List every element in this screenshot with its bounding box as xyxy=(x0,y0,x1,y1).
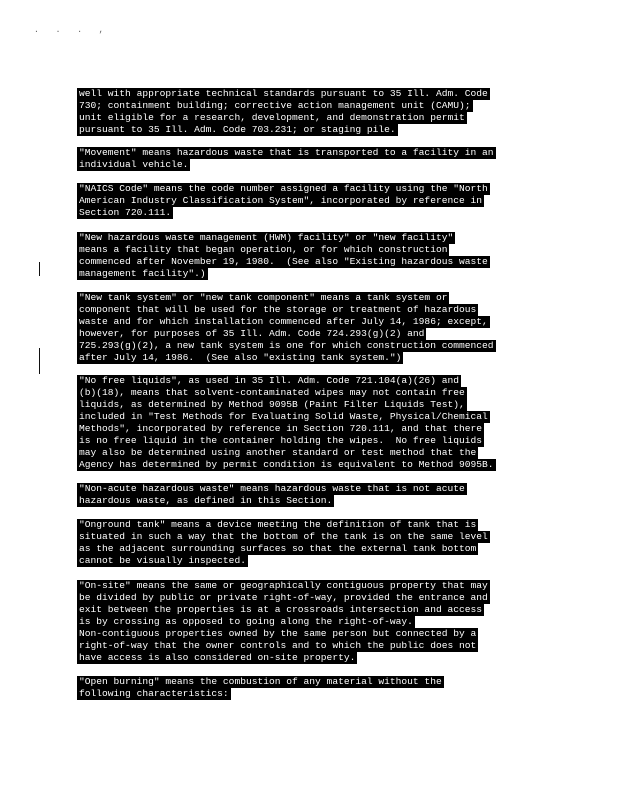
paragraph-line: "Onground tank" means a device meeting the definition of tank that is xyxy=(79,519,477,530)
paragraph-line: Non-contiguous properties owned by the same person but connected by a xyxy=(79,628,477,639)
paragraph-line: following characteristics: xyxy=(79,688,229,699)
paragraph-line: as the adjacent surrounding surfaces so that the external tank bottom xyxy=(79,543,477,554)
paragraph-line: "New tank system" or "new tank component" means a tank system or xyxy=(79,292,448,303)
paragraph-line: Section 720.111. xyxy=(79,207,172,218)
definition-paragraph xyxy=(77,88,541,136)
paragraph-line: "On-site" means the same or geographically contiguous property that may xyxy=(79,580,488,591)
paragraph-line: waste and for which installation commenced after July 14, 1986; except, xyxy=(79,316,488,327)
paragraph-line: after July 14, 1986. (See also "existing tank system.") xyxy=(79,352,402,363)
definition-paragraph xyxy=(77,483,541,507)
paragraph-line: cannot be visually inspected. xyxy=(79,555,246,566)
paragraph-line: individual vehicle. xyxy=(79,159,189,170)
scan-artifact-dots: . . . , xyxy=(34,26,110,35)
paragraph-line: management facility".) xyxy=(79,268,206,279)
paragraph-line: hazardous waste, as defined in this Section. xyxy=(79,495,333,506)
definition-paragraph xyxy=(77,292,541,364)
paragraph-line: situated in such a way that the bottom of the tank is on the same level xyxy=(79,531,488,542)
revision-margin-bar xyxy=(39,262,40,276)
paragraph-line: "NAICS Code" means the code number assigned a facility using the "North xyxy=(79,183,488,194)
definition-paragraph xyxy=(77,232,541,280)
paragraph-line: Agency has determined by permit condition is equivalent to Method 9095B. xyxy=(79,459,494,470)
paragraph-line: have access is also considered on-site property. xyxy=(79,652,356,663)
paragraph-line: "New hazardous waste management (HWM) facility" or "new facility" xyxy=(79,232,454,243)
paragraph-line: unit eligible for a research, development, and demonstration permit xyxy=(79,112,465,123)
paragraph-line: "No free liquids", as used in 35 Ill. Adm. Code 721.104(a)(26) and xyxy=(79,375,459,386)
paragraph-line: well with appropriate technical standards pursuant to 35 Ill. Adm. Code xyxy=(79,88,488,99)
paragraph-line: American Industry Classification System", incorporated by reference in xyxy=(79,195,483,206)
paragraph-line: however, for purposes of 35 Ill. Adm. Code 724.293(g)(2) and xyxy=(79,328,425,339)
paragraph-line: component that will be used for the storage or treatment of hazardous xyxy=(79,304,477,315)
paragraph-line: commenced after November 19, 1980. (See also "Existing hazardous waste xyxy=(79,256,488,267)
paragraph-line: "Movement" means hazardous waste that is transported to a facility in an xyxy=(79,147,494,158)
revision-margin-bar xyxy=(39,348,40,374)
paragraph-line: 725.293(g)(2), a new tank system is one for which construction commenced xyxy=(79,340,494,351)
definition-paragraph xyxy=(77,147,541,171)
paragraph-line: liquids, as determined by Method 9095B (Paint Filter Liquids Test), xyxy=(79,399,465,410)
paragraph-line: may also be determined using another standard or test method that the xyxy=(79,447,477,458)
paragraph-line: included in "Test Methods for Evaluating Solid Waste, Physical/Chemical xyxy=(79,411,488,422)
paragraph-line: is by crossing as opposed to going along the right-of-way. xyxy=(79,616,413,627)
definition-paragraph xyxy=(77,519,541,567)
paragraph-line: right-of-way that the owner controls and to which the public does not xyxy=(79,640,477,651)
paragraph-line: Methods", incorporated by reference in Section 720.111, and that there xyxy=(79,423,483,434)
paragraph-line: means a facility that began operation, or for which construction xyxy=(79,244,448,255)
paragraph-line: exit between the properties is at a crossroads intersection and access xyxy=(79,604,483,615)
paragraph-line: is no free liquid in the container holding the wipes. No free liquids xyxy=(79,435,483,446)
definition-paragraph xyxy=(77,676,541,700)
definition-paragraph xyxy=(77,580,541,664)
paragraph-line: (b)(18), means that solvent-contaminated wipes may not contain free xyxy=(79,387,465,398)
paragraph-line: "Open burning" means the combustion of any material without the xyxy=(79,676,442,687)
definition-paragraph xyxy=(77,183,541,219)
paragraph-line: "Non-acute hazardous waste" means hazardous waste that is not acute xyxy=(79,483,465,494)
definition-paragraph xyxy=(77,375,541,471)
paragraph-line: be divided by public or private right-of-way, provided the entrance and xyxy=(79,592,488,603)
paragraph-line: 730; containment building; corrective action management unit (CAMU); xyxy=(79,100,471,111)
paragraph-line: pursuant to 35 Ill. Adm. Code 703.231; or staging pile. xyxy=(79,124,396,135)
